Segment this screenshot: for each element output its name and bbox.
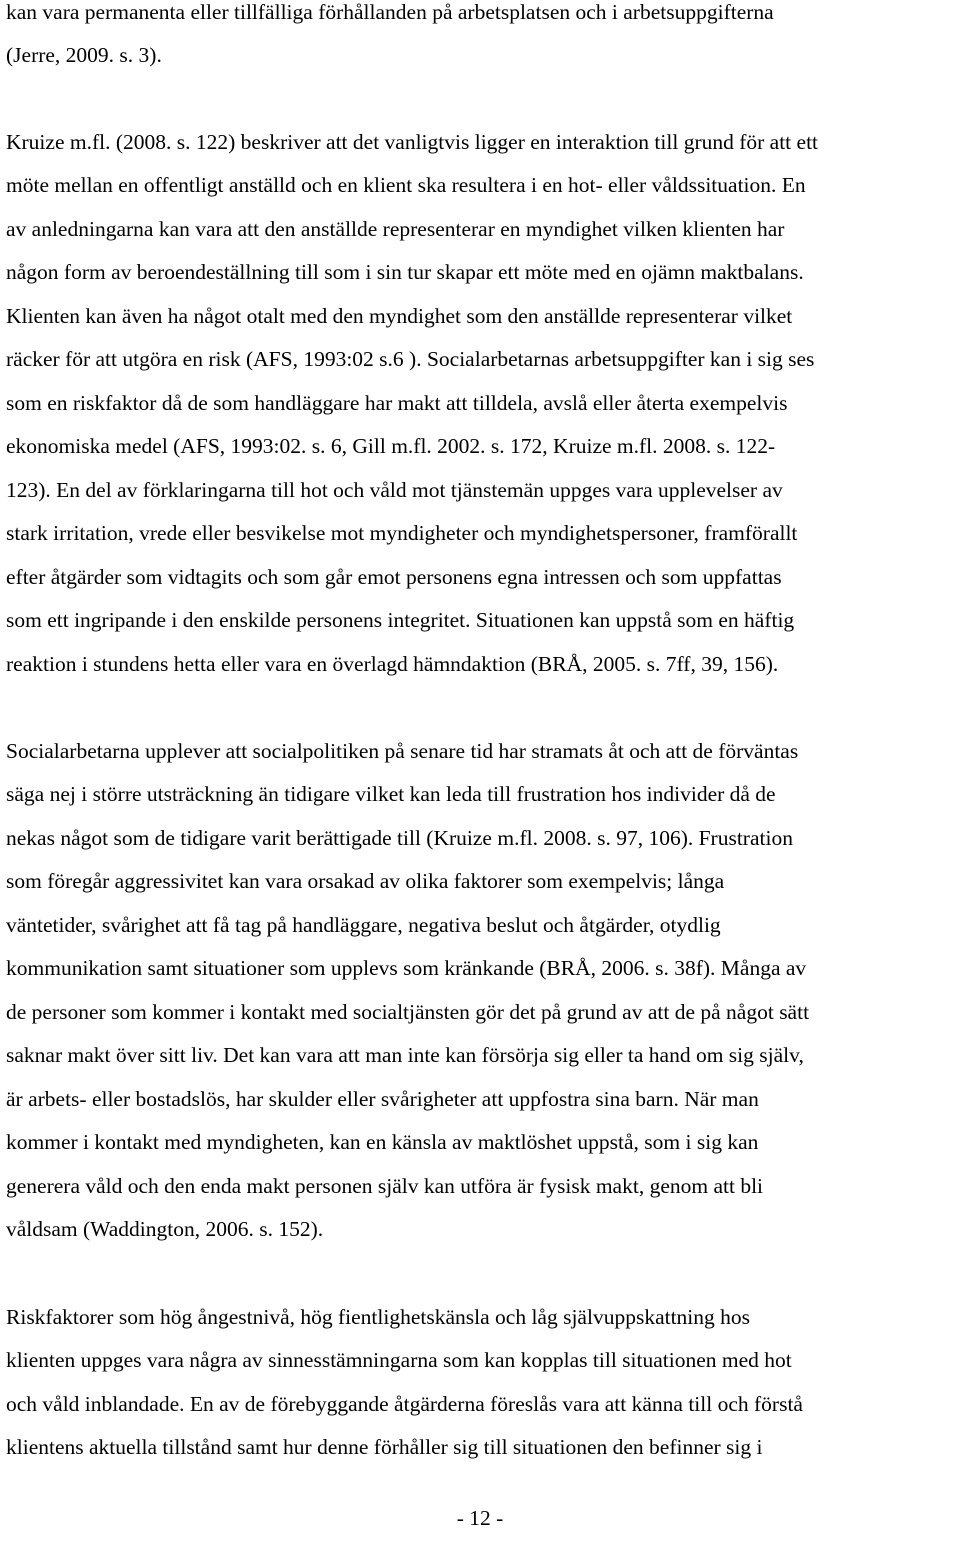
text-line: räcker för att utgöra en risk (AFS, 1993:02 s.6 ). Socialarbetarnas arbetsuppgifter kan i sig ses: [6, 347, 815, 371]
text-line: ekonomiska medel (AFS, 1993:02. s. 6, Gill m.fl. 2002. s. 172, Kruize m.fl. 2008. s. 122-: [6, 434, 776, 458]
text-line: saknar makt över sitt liv. Det kan vara att man inte kan försörja sig eller ta hand om sig själv,: [6, 1043, 804, 1067]
text-line: våldsam (Waddington, 2006. s. 152).: [6, 1217, 324, 1241]
text-line: som föregår aggressivitet kan vara orsakad av olika faktorer som exempelvis; långa: [6, 869, 725, 893]
page-number: - 12 -: [456, 1506, 504, 1530]
text-line: någon form av beroendeställning till som i sin tur skapar ett möte med en ojämn maktbalans.: [6, 260, 804, 284]
text-line: säga nej i större utsträckning än tidigare vilket kan leda till frustration hos individer då de: [6, 782, 776, 806]
text-line: 123). En del av förklaringarna till hot och våld mot tjänstemän uppges vara upplevelser av: [6, 478, 783, 502]
text-line: är arbets- eller bostadslös, har skulder eller svårigheter att uppfostra sina barn. När man: [6, 1087, 759, 1111]
text-line: de personer som kommer i kontakt med socialtjänsten gör det på grund av att de på något sätt: [6, 1000, 810, 1024]
text-line: klienten uppges vara några av sinnesstämningarna som kan kopplas till situationen med hot: [6, 1348, 792, 1372]
text-line: Riskfaktorer som hög ångestnivå, hög fientlighetskänsla och låg självuppskattning hos: [6, 1305, 751, 1329]
text-line: Klienten kan även ha något otalt med den myndighet som den anställde representerar vilket: [6, 304, 793, 328]
text-line: kommunikation samt situationer som upplevs som kränkande (BRÅ, 2006. s. 38f). Många av: [6, 956, 807, 980]
text-line: av anledningarna kan vara att den anställde representerar en myndighet vilken klienten har: [6, 217, 785, 241]
text-line: kommer i kontakt med myndigheten, kan en känsla av maktlöshet uppstå, som i sig kan: [6, 1130, 759, 1154]
text-line: Kruize m.fl. (2008. s. 122) beskriver att det vanligtvis ligger en interaktion till grund för att ett: [6, 130, 819, 154]
text-line: (Jerre, 2009. s. 3).: [6, 43, 162, 67]
text-line: som ett ingripande i den enskilde personens integritet. Situationen kan uppstå som en häftig: [6, 608, 795, 632]
text-line: som en riskfaktor då de som handläggare har makt att tilldela, avslå eller återta exempelvis: [6, 391, 788, 415]
text-line: och våld inblandade. En av de förebyggande åtgärderna föreslås vara att känna till och förstå: [6, 1392, 803, 1416]
text-line: nekas något som de tidigare varit berättigade till (Kruize m.fl. 2008. s. 97, 106). Frustration: [6, 826, 793, 850]
text-line: reaktion i stundens hetta eller vara en överlagd hämndaktion (BRÅ, 2005. s. 7ff, 39, 156).: [6, 652, 779, 676]
text-line: efter åtgärder som vidtagits och som går emot personens egna intressen och som uppfattas: [6, 565, 782, 589]
text-line: generera våld och den enda makt personen själv kan utföra är fysisk makt, genom att bli: [6, 1174, 764, 1198]
text-line: stark irritation, vrede eller besvikelse mot myndigheter och myndighetspersoner, framförallt: [6, 521, 798, 545]
text-line: möte mellan en offentligt anställd och en klient ska resultera i en hot- eller våldssituation. En: [6, 173, 806, 197]
text-line: kan vara permanenta eller tillfälliga förhållanden på arbetsplatsen och i arbetsuppgifterna: [6, 0, 774, 24]
text-line: Socialarbetarna upplever att socialpolitiken på senare tid har stramats åt och att de förväntas: [6, 739, 799, 763]
text-line: klientens aktuella tillstånd samt hur denne förhåller sig till situationen den befinner sig i: [6, 1435, 763, 1459]
text-line: väntetider, svårighet att få tag på handläggare, negativa beslut och åtgärder, otydlig: [6, 913, 721, 937]
